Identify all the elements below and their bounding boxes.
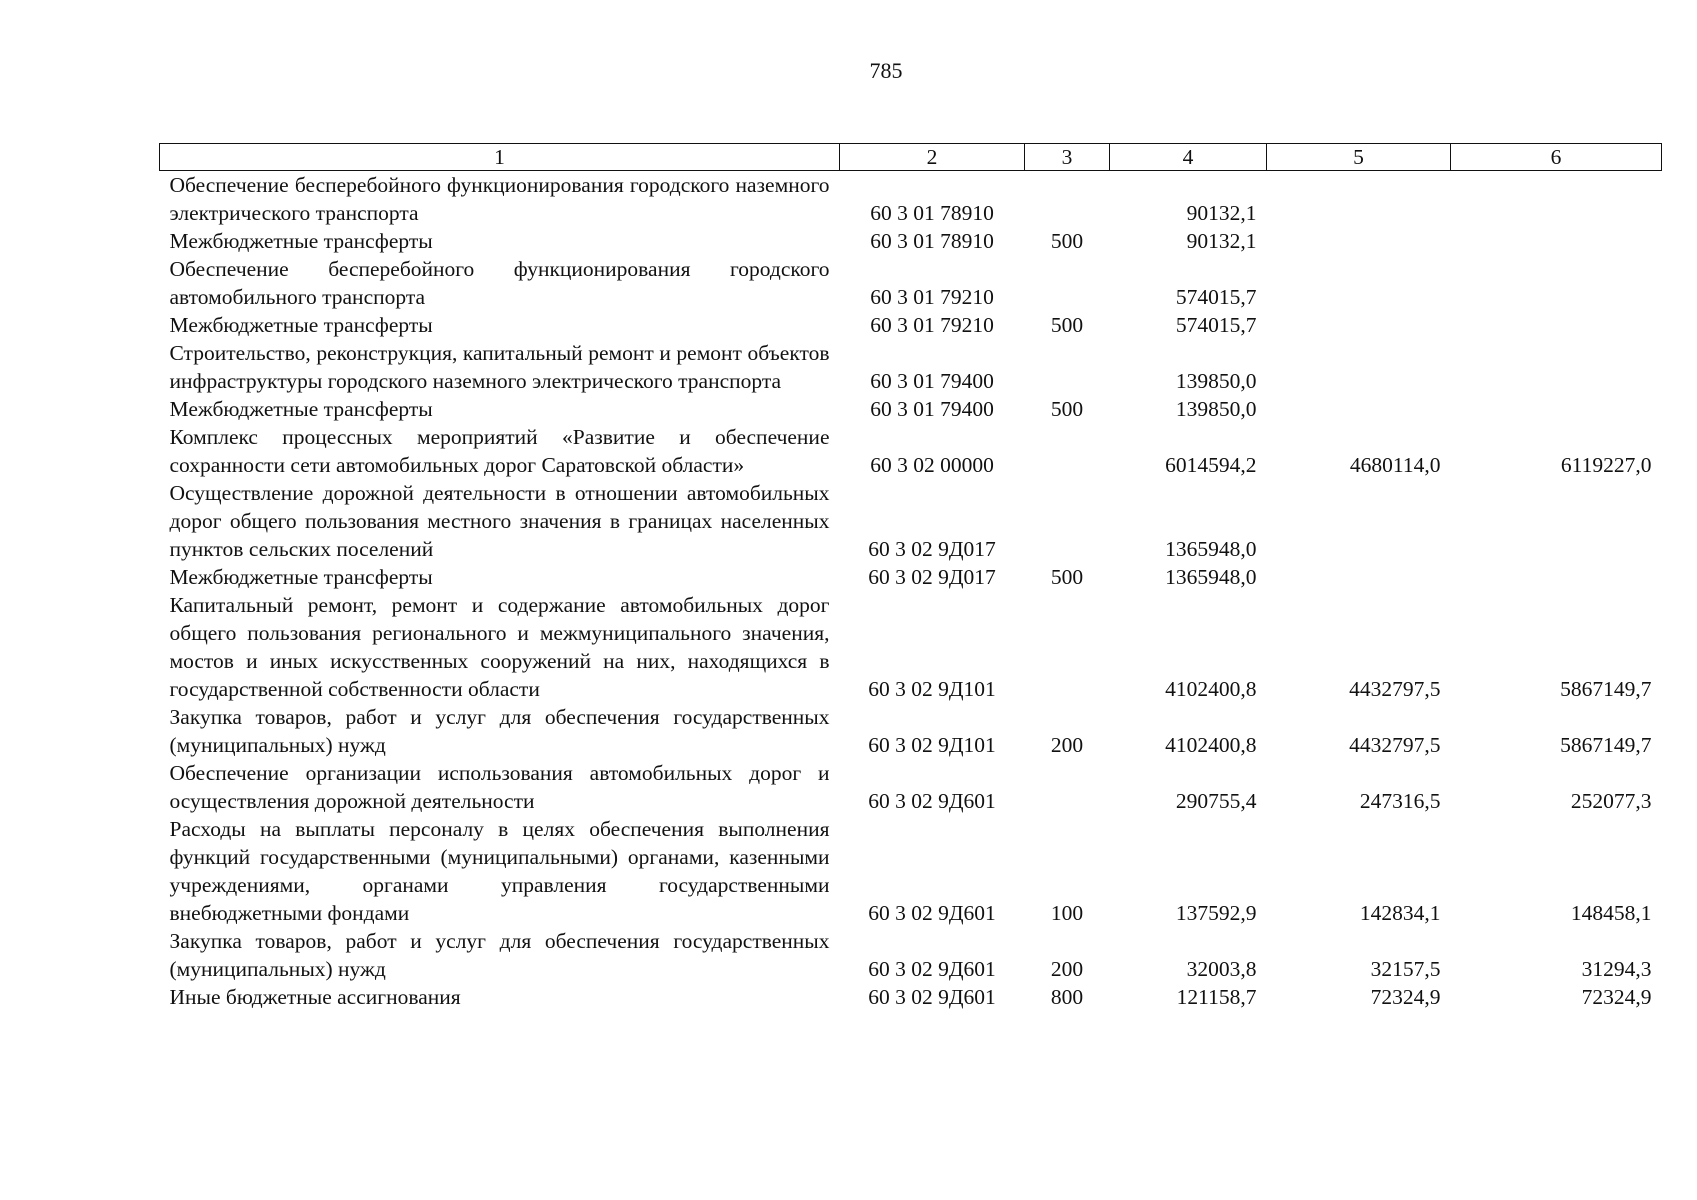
table-row (160, 591, 1662, 703)
target-article-code: 60 3 02 9Д017 (868, 565, 996, 589)
expense-type-code: 500 (1050, 565, 1084, 589)
amount-col-6 (1451, 171, 1662, 228)
page-number: 785 (869, 58, 903, 83)
table-row (160, 563, 1662, 591)
expense-name: Обеспечение бесперебойного функционирования городского автомобильного транспорта (169, 257, 830, 309)
expense-type-code (1025, 171, 1110, 228)
amount-col-4: 90132,1 (1186, 201, 1257, 225)
target-article-code: 60 3 02 9Д601 (868, 957, 996, 981)
expense-name: Межбюджетные трансферты (169, 313, 433, 337)
expense-type-code: 500 (1050, 313, 1084, 337)
table-body (160, 171, 1662, 1012)
amount-col-4: 139850,0 (1175, 397, 1257, 421)
column-number-header-row (160, 144, 1662, 171)
target-article-code: 60 3 01 78910 (870, 229, 994, 253)
expense-type-code (1025, 479, 1110, 563)
column-header-2: 2 (840, 144, 1025, 171)
amount-col-5: 72324,9 (1370, 985, 1441, 1009)
amount-col-4: 4102400,8 (1165, 677, 1257, 701)
column-header-1: 1 (160, 144, 840, 171)
amount-col-5: 142834,1 (1359, 901, 1441, 925)
amount-col-6 (1451, 563, 1662, 591)
expense-type-code: 500 (1050, 229, 1084, 253)
amount-col-6 (1451, 395, 1662, 423)
table-row (160, 423, 1662, 479)
amount-col-5 (1267, 171, 1451, 228)
expense-type-code (1025, 423, 1110, 479)
expense-type-code (1025, 759, 1110, 815)
expense-name: Капитальный ремонт, ремонт и содержание автомобильных дорог общего пользования регионального и межмуниципального значения, мостов и иных искусственных сооружений на них, находящихся в государственной собственности области (169, 593, 830, 701)
expense-type-code: 200 (1050, 957, 1084, 981)
expense-name: Обеспечение организации использования автомобильных дорог и осуществления дорожной деятельности (169, 761, 830, 813)
expense-name: Обеспечение бесперебойного функционирования городского наземного электрического транспорта (169, 173, 830, 225)
expense-type-code: 200 (1050, 733, 1084, 757)
expense-name: Межбюджетные трансферты (169, 229, 433, 253)
amount-col-4: 121158,7 (1176, 985, 1257, 1009)
amount-col-4: 90132,1 (1186, 229, 1257, 253)
table-row (160, 983, 1662, 1011)
table-row (160, 227, 1662, 255)
amount-col-6 (1451, 339, 1662, 395)
amount-col-4: 137592,9 (1175, 901, 1257, 925)
amount-col-5: 4432797,5 (1349, 677, 1441, 701)
amount-col-5 (1267, 339, 1451, 395)
expense-name: Межбюджетные трансферты (169, 397, 433, 421)
amount-col-5: 247316,5 (1359, 789, 1441, 813)
amount-col-5: 32157,5 (1370, 957, 1441, 981)
amount-col-6: 5867149,7 (1560, 733, 1652, 757)
expense-name: Закупка товаров, работ и услуг для обеспечения государственных (муниципальных) нужд (169, 929, 830, 981)
target-article-code: 60 3 01 79400 (870, 369, 994, 393)
amount-col-4: 574015,7 (1175, 313, 1257, 337)
amount-col-5 (1267, 227, 1451, 255)
column-header-4: 4 (1110, 144, 1267, 171)
target-article-code: 60 3 01 79210 (870, 313, 994, 337)
table-row (160, 395, 1662, 423)
target-article-code: 60 3 01 78910 (870, 201, 994, 225)
expense-type-code (1025, 339, 1110, 395)
expense-name: Расходы на выплаты персоналу в целях обеспечения выполнения функций государственными (муниципальными) органами, казенными учреждениями, органами управления государственными внебюджетными фондами (169, 817, 830, 925)
amount-col-5 (1267, 311, 1451, 339)
amount-col-4: 4102400,8 (1165, 733, 1257, 757)
amount-col-5 (1267, 395, 1451, 423)
target-article-code: 60 3 02 9Д101 (868, 733, 996, 757)
amount-col-4: 1365948,0 (1165, 565, 1257, 589)
expense-name: Комплекс процессных мероприятий «Развитие и обеспечение сохранности сети автомобильных дорог Саратовской области» (169, 425, 830, 477)
amount-col-6: 252077,3 (1570, 789, 1652, 813)
table-row (160, 311, 1662, 339)
expense-name: Иные бюджетные ассигнования (169, 985, 461, 1009)
expense-name: Закупка товаров, работ и услуг для обеспечения государственных (муниципальных) нужд (169, 705, 830, 757)
target-article-code: 60 3 02 9Д601 (868, 789, 996, 813)
amount-col-5 (1267, 479, 1451, 563)
amount-col-4: 139850,0 (1175, 369, 1257, 393)
table-row (160, 171, 1662, 228)
expense-name: Межбюджетные трансферты (169, 565, 433, 589)
amount-col-5 (1267, 563, 1451, 591)
amount-col-6: 5867149,7 (1560, 677, 1652, 701)
amount-col-5 (1267, 255, 1451, 311)
target-article-code: 60 3 02 00000 (870, 453, 994, 477)
target-article-code: 60 3 02 9Д601 (868, 985, 996, 1009)
expense-name: Осуществление дорожной деятельности в отношении автомобильных дорог общего пользования местного значения в границах населенных пунктов сельских поселений (169, 481, 830, 561)
column-header-3: 3 (1025, 144, 1110, 171)
table-row (160, 815, 1662, 927)
amount-col-4: 6014594,2 (1165, 453, 1257, 477)
column-header-6: 6 (1451, 144, 1662, 171)
expense-type-code (1025, 255, 1110, 311)
amount-col-6: 31294,3 (1581, 957, 1652, 981)
table-row (160, 255, 1662, 311)
amount-col-4: 574015,7 (1175, 285, 1257, 309)
target-article-code: 60 3 01 79400 (870, 397, 994, 421)
amount-col-4: 32003,8 (1186, 957, 1257, 981)
amount-col-6 (1451, 227, 1662, 255)
target-article-code: 60 3 02 9Д601 (868, 901, 996, 925)
amount-col-4: 290755,4 (1175, 789, 1257, 813)
amount-col-4: 1365948,0 (1165, 537, 1257, 561)
expense-type-code (1025, 591, 1110, 703)
amount-col-6: 72324,9 (1581, 985, 1652, 1009)
column-header-5: 5 (1267, 144, 1451, 171)
budget-table (159, 143, 1662, 1011)
amount-col-6: 6119227,0 (1560, 453, 1652, 477)
table-row (160, 927, 1662, 983)
expense-name: Строительство, реконструкция, капитальный ремонт и ремонт объектов инфраструктуры городского наземного электрического транспорта (169, 341, 830, 393)
amount-col-6 (1451, 479, 1662, 563)
table-row (160, 759, 1662, 815)
expense-type-code: 800 (1050, 985, 1084, 1009)
target-article-code: 60 3 01 79210 (870, 285, 994, 309)
table-row (160, 479, 1662, 563)
expense-type-code: 100 (1050, 901, 1084, 925)
amount-col-6: 148458,1 (1570, 901, 1652, 925)
table-row (160, 339, 1662, 395)
amount-col-5: 4680114,0 (1349, 453, 1441, 477)
expense-type-code: 500 (1050, 397, 1084, 421)
amount-col-6 (1451, 255, 1662, 311)
table-row (160, 703, 1662, 759)
target-article-code: 60 3 02 9Д017 (868, 537, 996, 561)
target-article-code: 60 3 02 9Д101 (868, 677, 996, 701)
amount-col-5: 4432797,5 (1349, 733, 1441, 757)
amount-col-6 (1451, 311, 1662, 339)
